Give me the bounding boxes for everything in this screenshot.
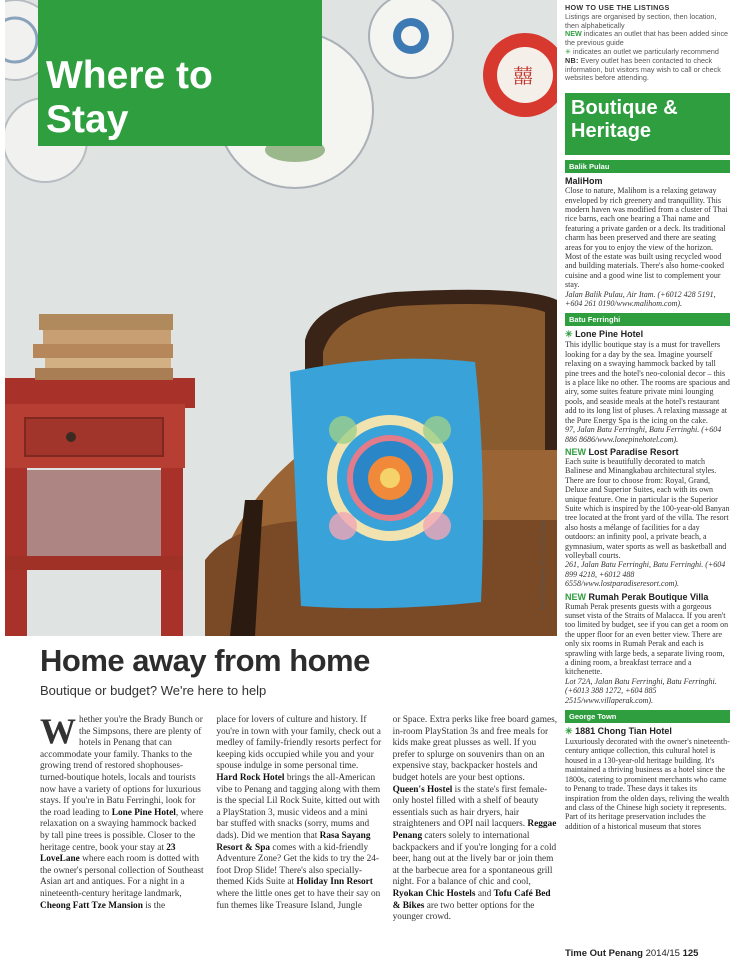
sidebar-title-line1: Boutique & <box>571 97 678 120</box>
listing-name <box>565 592 730 602</box>
listing-description: Close to nature, Malihom is a relaxing getaway enveloped by rich greenery and tranquillity. This modern haven was modified from a cluster of Thai rice barns, each one bearing a Thai name and featuring a private garden or a deck. Its traditional charm has been preserved and there are seating areas for you to enjoy the view of the horizon. Most of the estate was built using recycled wood and building materials. There's also home-cooked cuisine and a good wine list to complement your stay. <box>565 186 728 290</box>
listings-sidebar <box>565 0 730 960</box>
article-subhead: Boutique or budget? We're here to help <box>40 683 267 698</box>
venue-name: Rasa Sayang Resort & Spa <box>216 830 371 853</box>
recommend-star-icon: ✳ <box>565 329 573 340</box>
listing-name: MaliHom <box>565 176 603 187</box>
new-badge: NEW <box>565 446 586 457</box>
listing-name <box>565 726 730 737</box>
listing-name <box>565 329 730 340</box>
listing-address: Jalan Balik Pulau, Air Itam. (+6012 428 5191, +604 261 0190/www.malihom.com). <box>565 289 716 309</box>
listing-name <box>565 447 730 457</box>
listing-address: 97, Jalan Batu Ferringhi, Batu Ferringhi. (+604 886 8686/www.lonepinehotel.com). <box>565 425 722 444</box>
new-badge: NEW <box>565 591 586 602</box>
section-title-line1: Where to <box>46 54 213 97</box>
article-column-3 <box>393 715 558 947</box>
listing-title: Lost Paradise Resort <box>588 446 679 457</box>
venue-name: Holiday Inn Resort <box>296 877 373 888</box>
body-text: brings the all-American vibe to Penang and tagging along with them is the special Lil Rock Suite, kitted out with a PlayStation 3, music videos and a mini bar stuffed with snacks (sorry, mums and dads). Did we mention that <box>216 772 381 841</box>
sidebar-section-title <box>565 93 730 155</box>
article-headline: Home away from home <box>40 643 370 678</box>
body-text: and <box>475 888 494 899</box>
how-to-line <box>565 57 730 83</box>
how-to-heading: HOW TO USE THE LISTINGS <box>565 3 670 12</box>
how-to-text: Every outlet has been contacted to check information, but visitors may wish to call or check websites before attending. <box>565 55 721 83</box>
how-to-line <box>565 30 730 48</box>
body-text: is the state's first female-only hostel filled with a shelf of beauty essentials such as hair dryers, hair straighteners and OPI nail lacquers. <box>392 784 548 830</box>
listing-address: 261, Jalan Batu Ferringhi, Batu Ferringhi. (+604 899 4218, +6012 488 6558/www.lostparadiseresort.com). <box>565 560 726 589</box>
location-heading: Balik Pulau <box>565 160 730 173</box>
venue-name: Tofu Café Bed & Bikes <box>392 888 551 911</box>
listing-description: Rumah Perak presents guests with a gorgeous sunset vista of the Straits of Malacca. If you aren't too limited by budget, see if you can get a room on the upper floor for an even better view. There are only six rooms in Rumah Perak and each is sprawling with large beds, a separate living room, a dining room, a breakfast terrace and a kitchenette. <box>565 601 729 677</box>
publication-name: Time Out Penang <box>565 948 643 959</box>
nb-label: NB: <box>565 55 579 65</box>
venue-name: Hard Rock Hotel <box>216 772 285 783</box>
listing-description: Each suite is beautifully decorated to match Balinese and Minangkabau architectural styles. There are four to choose from: Royal, Grand, Deluxe and Superior Suites, each with its own unique feature. One in particular is the Superior Suite which is inspired by the 100-year-old Banyan tree located at the front yard of the villa. The resort also hosts a mélange of facilities for a day outdoors: an infinity pool, a private beach, a gymnasium, water sports as well as basketball and volleyball courts. <box>565 456 730 560</box>
how-to-line: Listings are organised by section, then location, then alphabetically <box>565 11 717 30</box>
venue-name: Reggae Penang <box>392 819 557 841</box>
body-text: hether you're the Brady Bunch or the Simpsons, there are plenty of hotels in Penang that can accommodate your family. Thanks to the growing trend of restored shophouses-turned-boutique hotels, locals and tourists now have a variety of options for luxurious stays. If you're in Batu Ferringhi, look for the road leading to <box>40 715 203 818</box>
page-number: 125 <box>682 948 699 959</box>
section-title-line2: Stay <box>46 98 129 141</box>
body-text: are two better options for the younger crowd. <box>392 900 535 923</box>
body-text: place for lovers of culture and history. If you're in town with your family, check out a medley of family-friendly resorts perfect for keeping kids occupied while you and your spouse indulge in some personal time. <box>216 715 382 772</box>
venue-name: Lone Pine Hotel <box>111 807 176 818</box>
body-text: or Space. Extra perks like free board games, in-room PlayStation 3s and free meals for kids make great plusses as well. If you prefer to splurge on souvenirs than on an expensive stay, backpacker hostels and budget hotels are your best options. <box>392 715 558 783</box>
body-text: where each room is dotted with the owner's personal collection of Southeast Asian art and antiques. For a night in a nineteenth-century heritage landmark, <box>40 854 204 899</box>
venue-name: Ryokan Chic Hostels <box>392 888 476 899</box>
recommend-star-icon: ✳ <box>565 46 572 56</box>
body-text: is the <box>142 900 166 911</box>
article-body <box>40 715 558 947</box>
page-footer <box>565 948 733 959</box>
new-badge: NEW <box>565 29 582 39</box>
how-to-text: indicates an outlet we particularly recommend <box>571 46 719 56</box>
recommend-star-icon: ✳ <box>565 726 573 737</box>
article-column-1 <box>40 715 205 947</box>
photo-credit: PHOTOGRAPHY BY 23 LOVELANE <box>541 520 547 610</box>
body-text: , where relaxation on a swaying hammock backed by tall pine trees is possible. Closer to the heritage centre, book your stay at <box>40 807 204 853</box>
body-text: comes with a kid-friendly Adventure Zone? Get the kids to try the 24-foot Drop Slide! There's also specially-themed Kids Suite at <box>216 842 379 888</box>
location-heading: George Town <box>565 710 730 723</box>
listing-address: Lot 72A, Jalan Batu Ferringhi, Batu Ferringhi. (+6013 388 1272, +604 885 2515/www.villaperak.com). <box>565 676 717 705</box>
venue-name: 23 LoveLane <box>40 842 176 865</box>
venue-name: Queen's Hostel <box>392 784 453 795</box>
sidebar-title-line2: Heritage <box>571 120 652 143</box>
how-to-text: indicates an outlet that has been added since the previous guide <box>565 29 729 48</box>
listing-description: This idyllic boutique stay is a must for travellers looking for a day by the sea. Imagine yourself relaxing on a swaying hammock backed by tall pine trees and the hotel's neo-colonial decor – this is a place like no other. The rooms are spacious and airy, some suites feature private mini lounging pools, and seaside meals at the hotel's restaurant add to its long list of pluses. A relaxing massage at the Pure Energy Spa is the icing on the cake. <box>565 340 730 425</box>
listing-title: Lone Pine Hotel <box>575 329 644 340</box>
listing-title: Rumah Perak Boutique Villa <box>588 591 709 602</box>
svg-text:囍: 囍 <box>513 64 533 88</box>
how-to-use-box <box>565 0 730 83</box>
issue-date: 2014/15 <box>645 948 680 959</box>
location-heading: Batu Ferringhi <box>565 313 730 326</box>
body-text: where the little ones get to have their say on fun themes like Treasure Island, Jungle <box>216 888 381 911</box>
body-text: caters solely to international backpackers and if you're longing for a cold beer, hang out at the lively bar or join them at the barbecue area for a spontaneous grill night. For a balance of chic and cool, <box>392 830 557 888</box>
listing-description: Luxuriously decorated with the owner's nineteenth-century antique collection, this cultural hotel is housed in a 130-year-old heritage building. It's maintained a thriving business as a hotel since the 1800s, catering to prominent merchants who came to Penang to trade. These days it takes its inspiration from the olden days, reliving the wealth and class of the Chinese high society it represents. Part of its heritage preservation includes the addition of a historical museum that stores <box>565 737 730 831</box>
section-title <box>38 0 322 146</box>
article-column-2 <box>216 715 381 947</box>
drop-cap: W <box>40 715 76 751</box>
venue-name: Cheong Fatt Tze Mansion <box>40 900 143 911</box>
listing-title: 1881 Chong Tian Hotel <box>575 726 672 737</box>
